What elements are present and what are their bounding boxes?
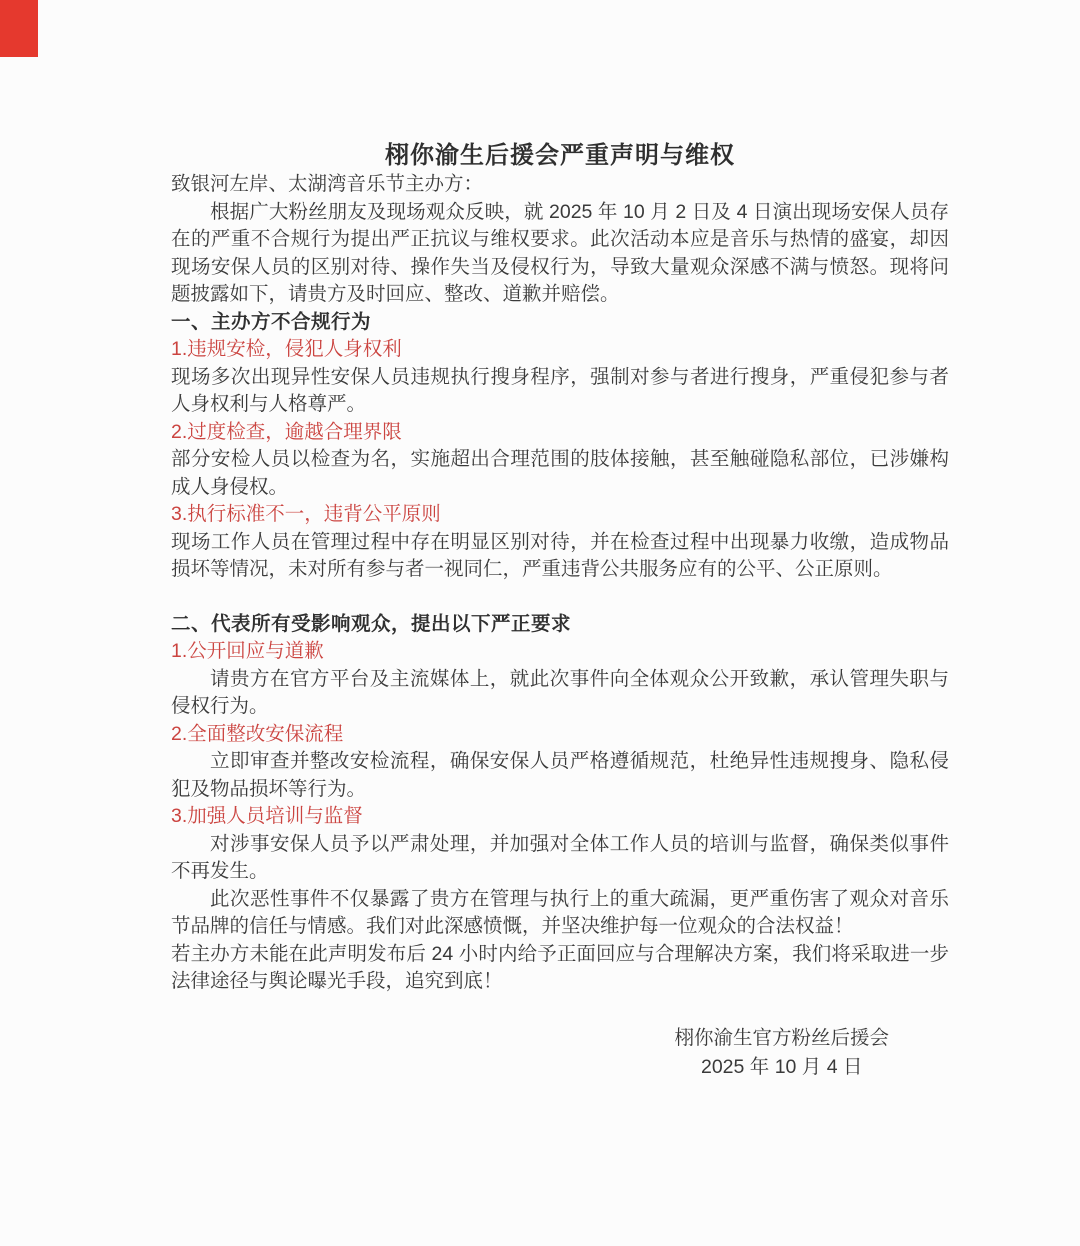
signature-block bbox=[674, 1024, 889, 1082]
statement-content bbox=[171, 141, 949, 1082]
section1-item1-subheading: 1.违规安检，侵犯人身权利 bbox=[171, 338, 402, 360]
closing-paragraph-2: 若主办方未能在此声明发布后 24 小时内给予正面回应与合理解决方案，我们将采取进一步法律途径与舆论曝光手段，追究到底！ bbox=[171, 942, 949, 992]
section2-item1-body: 请贵方在官方平台及主流媒体上，就此次事件向全体观众公开致歉，承认管理失职与侵权行为。 bbox=[171, 667, 949, 717]
closing-paragraph-1: 此次恶性事件不仅暴露了贵方在管理与执行上的重大疏漏，更严重伤害了观众对音乐节品牌的信任与情感。我们对此深感愤慨，并坚决维护每一位观众的合法权益！ bbox=[171, 887, 949, 937]
section1-item2-body: 部分安检人员以检查为名，实施超出合理范围的肢体接触，甚至触碰隐私部位，已涉嫌构成人身侵权。 bbox=[171, 448, 949, 498]
section2-item2-subheading: 2.全面整改安保流程 bbox=[171, 722, 344, 745]
red-corner-mark bbox=[0, 0, 38, 57]
signature-name: 栩你渝生官方粉丝后援会 bbox=[674, 1026, 889, 1049]
section2-heading: 二、代表所有受影响观众，提出以下严正要求 bbox=[171, 612, 572, 635]
section1-item3-subheading: 3.执行标准不一，违背公平原则 bbox=[171, 503, 441, 525]
section1-item2-subheading: 2.过度检查，逾越合理界限 bbox=[171, 420, 402, 443]
section1-item1-body: 现场多次出现异性安保人员违规执行搜身程序，强制对参与者进行搜身，严重侵犯参与者人身权利与人格尊严。 bbox=[171, 365, 949, 415]
section2-item3-body: 对涉事安保人员予以严肃处理，并加强对全体工作人员的培训与监督，确保类似事件不再发生。 bbox=[171, 832, 949, 882]
section1-heading: 一、主办方不合规行为 bbox=[171, 310, 372, 333]
section2-item2-body: 立即审查并整改安检流程，确保安保人员严格遵循规范，杜绝异性违规搜身、隐私侵犯及物品损坏等行为。 bbox=[171, 750, 949, 800]
page-title: 栩你渝生后援会严重声明与维权 bbox=[385, 142, 735, 169]
intro-paragraph: 根据广大粉丝朋友及现场观众反映，就 2025 年 10 月 2 日及 4 日演出现场安保人员存在的严重不合规行为提出严正抗议与维权要求。此次活动本应是音乐与热情的盛宴，却因现场安保人员的区别对待、操作失当及侵权行为，导致大量观众深感不满与愤怒。现将问题披露如下，请贵方及时回应、整改、道歉并赔偿。 bbox=[171, 200, 949, 305]
section2-item3-subheading: 3.加强人员培训与监督 bbox=[171, 805, 363, 827]
signature-date: 2025 年 10 月 4 日 bbox=[700, 1055, 863, 1078]
salutation: 致银河左岸、太湖湾音乐节主办方： bbox=[171, 173, 484, 195]
section1-item3-body: 现场工作人员在管理过程中存在明显区别对待，并在检查过程中出现暴力收缴，造成物品损坏等情况，未对所有参与者一视同仁，严重违背公共服务应有的公平、公正原则。 bbox=[171, 530, 949, 580]
section2-item1-subheading: 1.公开回应与道歉 bbox=[171, 640, 324, 662]
